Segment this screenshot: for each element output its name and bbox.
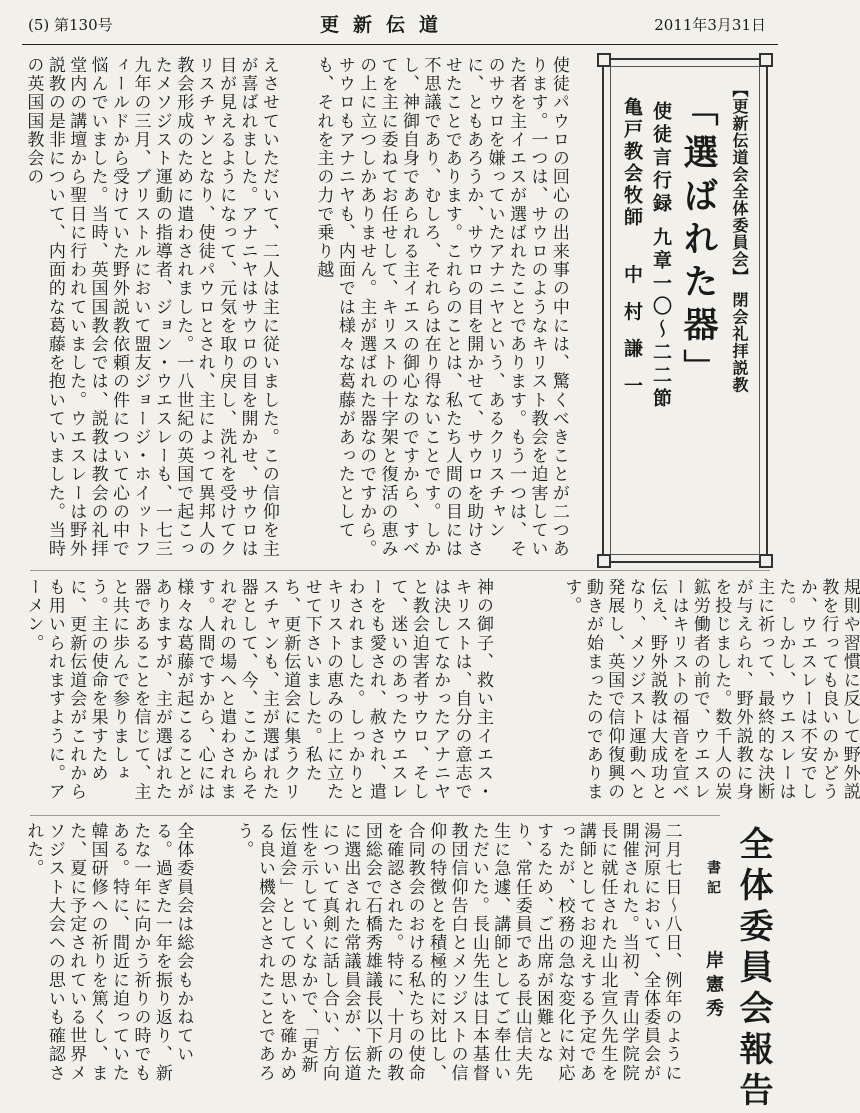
- box-corner: [759, 53, 773, 67]
- report-divider: [30, 815, 720, 816]
- issue-date: 2011年3月31日: [654, 16, 766, 34]
- header-rule: [22, 44, 778, 45]
- author-role: 亀戸教会牧師: [621, 97, 643, 229]
- sermon-title-box: [602, 58, 768, 563]
- box-corner: [759, 554, 773, 568]
- sermon-title: 「選ばれた器」: [678, 91, 718, 392]
- report-heading: 全体委員会報告: [733, 826, 773, 1113]
- report-text-block-2: [22, 822, 228, 1088]
- issue-number: (5) 第130号: [28, 16, 113, 34]
- sermon-scripture: 使徒言行録 九章一〇～二二節: [650, 101, 672, 411]
- report-author-role: 書記: [705, 860, 721, 900]
- sermon-text-block-1: [312, 56, 598, 568]
- report-paragraph: 二月七日～八日、例年のように湯河原において、全体委員会が開催された。当初、青山学院院長に就任された山北宣久先生を講師としてお迎えする予定であったが、校務の急な変化に対応するため、ご出席が困難となり、常任委員である長山信夫先生に急遽、講師としてご奉仕いただいた。長山先生は日本基督教団信仰告白とメソジストの信仰の特徴とを積極的に対比し、合同教会のおける私たちの使命を確認された。特に、十月の教団総会で石橋秀雄議長以下新たに選出された常議員会が、伝道について真剣に話し合い、方向性を示していくなかで、「更新伝道会」としての思いを確かめる良い機会とされたことであろう。: [233, 822, 682, 1083]
- sermon-text-block-3: [560, 578, 860, 814]
- sermon-text-block-4: [22, 578, 556, 814]
- report-author: [700, 860, 726, 1023]
- sermon-paragraph: えさせていただいて、二人は主に従いました。この信仰を主が喜ばれました。アナニヤはサウロの目を開かせ、サウロは目が見えるようになって、元気を取り戻し、洗礼を受けてクリスチャンとなり、使徒パウロとされ、主によって異邦人の教会形成のために遣わされました。一八世紀の英国で起こったメソジスト運動の指導者、ジョン・ウエスレーも、一七三九年の三月、ブリストルにおいて盟友ジョージ・ホイットフィールドから受けていた野外説教依頼の件について心の中で悩んでいました。当時、英国国教会では、説教は教会の礼拝堂内の講壇から聖日に行われていました。ウエスレーは野外説教の是非について、内面的な葛藤を抱いていました。当時の英国国教会の: [23, 56, 279, 559]
- box-corner: [597, 53, 611, 67]
- sermon-paragraph: 使徒パウロの回心の出来事の中には、驚くべきことが二つあります。一つは、サウロのようなキリスト教会を迫害していた者を主イエスが選ばれたことであります。もう一つは、そのサウロを嫌っていたアナニヤという、あるクリスチャンに、ともあろうか、サウロの目を開かせて、サウロを助けさせたことであります。これらのことは、私たち人間の目には不思議であり、むしろ、それらは在り得ないことです。しかし、神御自身であられる主イエスの御心なのですから、すべてを主に委ねてお任せして、キリストの十字架と復活の恵みの上に立つしかありません。主が選ばれた器なのですから。サウロもアナニヤも、内面では様々な葛藤があったとしても、それを主の力で乗り越: [313, 56, 569, 559]
- author-name: 中村謙一: [621, 264, 643, 413]
- report-paragraph: 全体委員会は総会もかねている。過ぎた一年を振り返り、新たな一年に向かう祈りの時でもある。特に、間近に迫っていた韓国研修への祈りを篤くし、また、夏に予定されている世界メソジスト大会への思いも確認された。: [23, 822, 194, 1083]
- sermon-author: [619, 97, 646, 412]
- section-divider: [30, 570, 770, 571]
- sermon-text-block-2: [22, 56, 308, 568]
- sermon-paragraph: 規則や習慣に反して野外説教を行っても良いのかどうか、ウエスレーは不安でした。しかし、ウエスレーは主に祈って、最終的な決断が与えられ、野外説教に身を投じました。数千人の炭鉱労働者の前で、ウエスレーはキリストの福音を宣べ伝え、野外説教は大成功となり、メソジスト運動へと発展し、英国で信仰復興の動きが始まったのであります。: [561, 578, 860, 802]
- box-corner: [597, 554, 611, 568]
- report-text-block-1: [232, 822, 702, 1088]
- report-author-name: 岸憲秀: [703, 950, 724, 1023]
- sermon-kicker: 【更新伝道会全体委員会】 閉会礼拝説教: [730, 81, 749, 394]
- sermon-paragraph: 神の御子、救い主イエス・キリストは、自分の意志では決してなかったアナニヤと教会迫害者サウロ、そして、迷いのあったウエスレーをも愛され、赦され、遣わされました。しっかりとキリストの恵みの上に立たせて下さいました。私たち、更新伝道会に集うクリスチャンも、主が選ばれた器として、今、ここからそれぞれの場へと遣わされます。人間ですから、心には様々な葛藤が起こることがありますが、主が選ばれた器であることを信じて、主と共に歩んで参りましょう。主の使命を果すために、更新伝道会がこれからも用いられますように。アーメン。: [23, 578, 493, 802]
- page-header: [0, 0, 800, 46]
- newsletter-title: 更新伝道: [320, 14, 453, 36]
